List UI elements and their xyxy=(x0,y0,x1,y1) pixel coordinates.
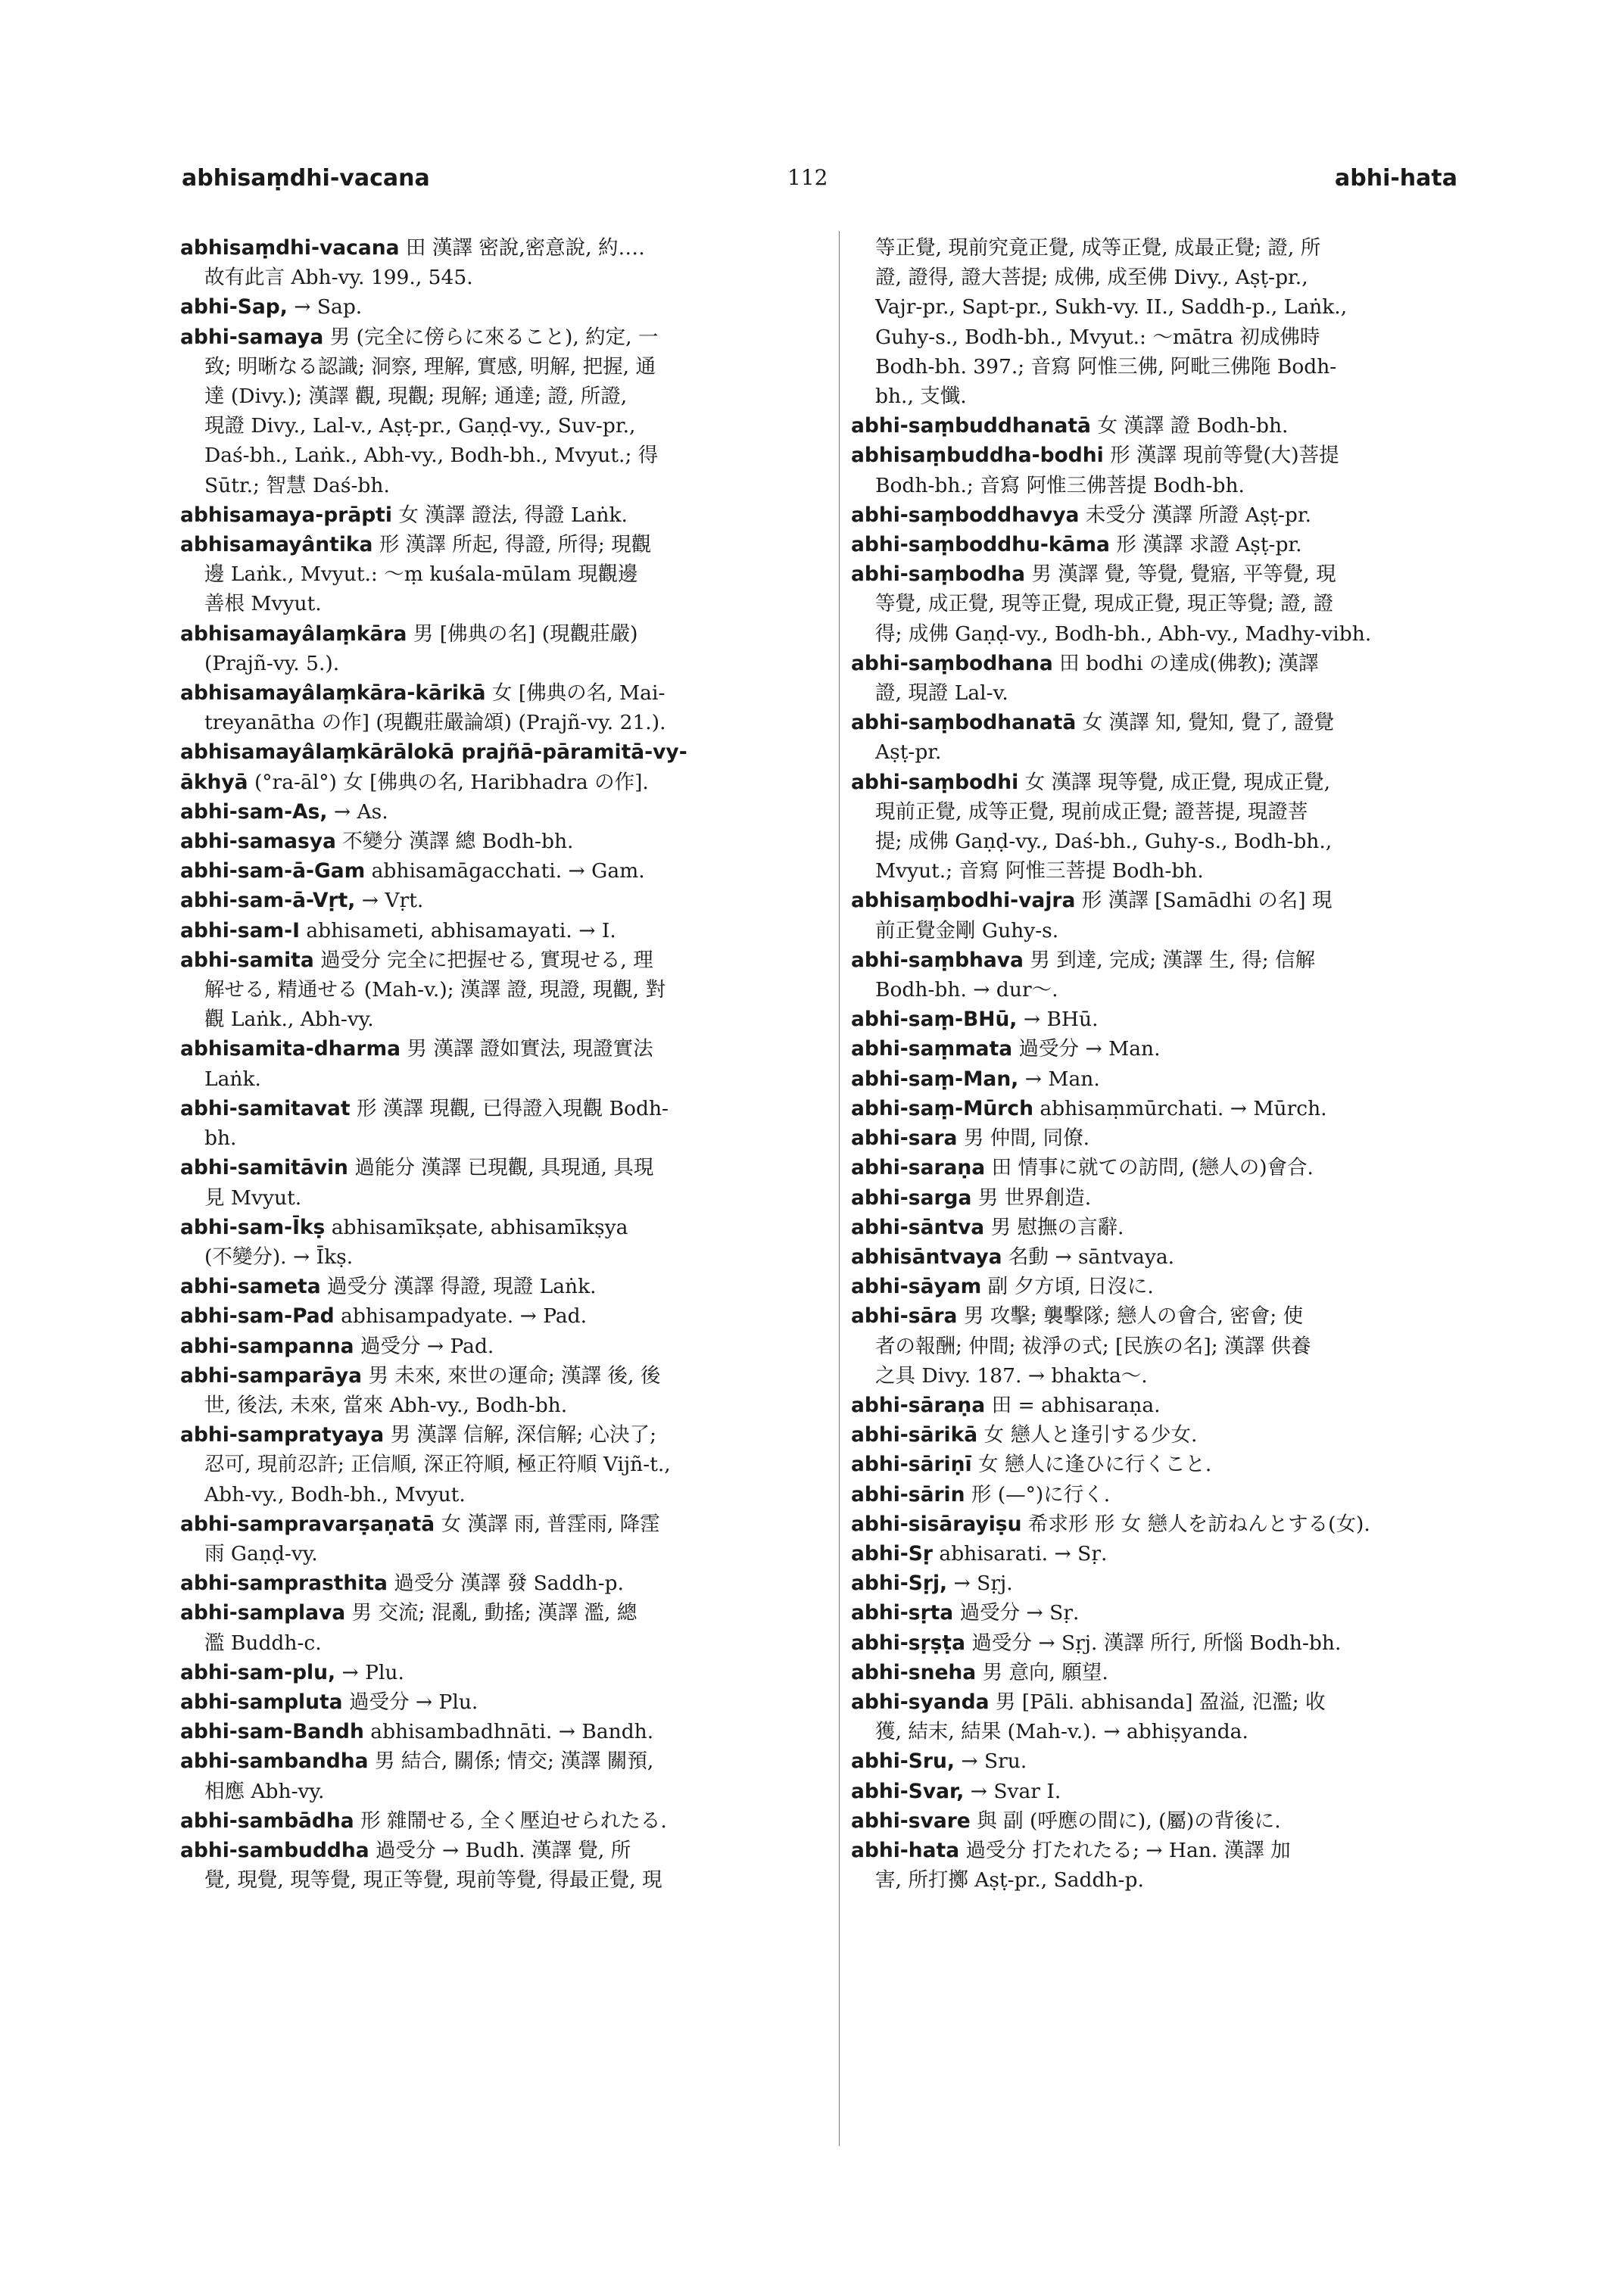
definition: 過受分 → Plu. xyxy=(342,1690,478,1714)
entry-line xyxy=(180,1094,828,1123)
entry-line xyxy=(851,530,1499,559)
entry-line xyxy=(851,1687,1499,1717)
definition: 女 漢譯 雨, 普霔雨, 降霔 xyxy=(435,1512,660,1536)
headword: abhi-sambandha xyxy=(180,1749,369,1774)
definition: 過受分 漢譯 發 Saddh-p. xyxy=(387,1572,624,1596)
entry-line xyxy=(851,1836,1499,1865)
headword: abhi-sam-Īkṣ xyxy=(180,1215,326,1239)
headword: abhi-samita xyxy=(180,948,314,972)
headword: abhi-saṃboddhavya xyxy=(851,503,1080,527)
entry-line xyxy=(180,1598,828,1628)
definition: 男 [Pāli. abhisanda] 盈溢, 氾濫; 收 xyxy=(989,1690,1326,1714)
entry-line xyxy=(180,1272,828,1301)
entry-line xyxy=(180,352,828,382)
headword: abhi-Sru, xyxy=(851,1749,955,1774)
entry-line xyxy=(180,1687,828,1717)
definition: 證, 證得, 證大菩提; 成佛, 成至佛 Divy., Aṣṭ-pr., xyxy=(875,266,1308,290)
headword: abhi-samaya xyxy=(180,325,324,349)
headword: abhisamita-dharma xyxy=(180,1037,401,1061)
definition: 致; 明晰なる認識; 洞察, 理解, 實感, 明解, 把握, 通 xyxy=(204,354,656,379)
entry-line xyxy=(180,1509,828,1539)
headword: abhi-sampanna xyxy=(180,1334,354,1358)
entry-line xyxy=(851,708,1499,737)
entry-line xyxy=(851,1153,1499,1182)
entry-line xyxy=(180,411,828,441)
entry-line xyxy=(851,1034,1499,1064)
definition: abhisarati. → Sṛ. xyxy=(932,1541,1108,1566)
definition: → Svar I. xyxy=(964,1779,1061,1803)
definition: 獲, 結末, 結果 (Mah-v.). → abhiṣyanda. xyxy=(875,1720,1248,1744)
definition: 雨 Gaṇḍ-vy. xyxy=(204,1541,318,1566)
headword: abhi-sāntva xyxy=(851,1215,985,1239)
entry-line xyxy=(851,559,1499,589)
entry-line xyxy=(851,649,1499,678)
entry-line xyxy=(180,441,828,470)
headword: abhi-Sap, xyxy=(180,295,288,319)
entry-line xyxy=(180,382,828,411)
headword: abhi-sārikā xyxy=(851,1423,978,1447)
headword: abhisaṃbuddha-bodhi xyxy=(851,444,1104,468)
entry-line xyxy=(851,1717,1499,1746)
definition: 等覺, 成正覺, 現等正覺, 現成正覺, 現正等覺; 證, 證 xyxy=(875,592,1334,616)
entry-line xyxy=(851,1242,1499,1272)
definition: 男 世界創造. xyxy=(971,1185,1092,1210)
entry-line xyxy=(180,1658,828,1687)
entry-line xyxy=(851,1213,1499,1242)
entry-line xyxy=(180,1301,828,1331)
headword: abhi-saṃbodhana xyxy=(851,651,1053,675)
entry-line xyxy=(180,1480,828,1509)
entry-line xyxy=(180,530,828,559)
definition: (°ra-āl°) 女 [佛典の名, Haribhadra の作]. xyxy=(248,770,649,794)
entry-line xyxy=(180,1123,828,1153)
definition: 覺, 現覺, 現等覺, 現正等覺, 現前等覺, 得最正覺, 現 xyxy=(204,1868,662,1893)
definition: abhisambadhnāti. → Bandh. xyxy=(363,1720,654,1744)
definition: → Sap. xyxy=(287,295,363,319)
definition: 田 = abhisaraṇa. xyxy=(985,1393,1161,1417)
headword: abhi-Svar, xyxy=(851,1779,965,1803)
entry-line xyxy=(180,1569,828,1598)
headword: abhi-saṃbuddhanatā xyxy=(851,414,1091,438)
entry-line xyxy=(180,1420,828,1450)
entry-line xyxy=(851,916,1499,946)
definition: → BHū. xyxy=(1017,1008,1099,1032)
entry-line xyxy=(180,708,828,737)
definition: 過受分 → Budh. 漢譯 覺, 所 xyxy=(369,1838,631,1862)
entry-line xyxy=(180,678,828,708)
definition: 提; 成佛 Gaṇḍ-vy., Daś-bh., Guhy-s., Bodh-bh., xyxy=(875,830,1333,854)
entry-line xyxy=(851,233,1499,263)
definition: 善根 Mvyut. xyxy=(204,592,322,616)
definition: 形 漢譯 求證 Aṣṭ-pr. xyxy=(1109,533,1302,557)
entry-line xyxy=(851,411,1499,441)
entry-line xyxy=(851,1361,1499,1391)
entry-line xyxy=(851,500,1499,530)
definition: 解せる, 精通せる (Mah-v.); 漢譯 證, 現證, 現觀, 對 xyxy=(204,978,665,1002)
headword: abhisamayâlaṃkārālokā prajñā-pāramitā-vy- xyxy=(180,740,687,765)
headword: abhisamayântika xyxy=(180,533,373,557)
headword: abhi-saṃbhava xyxy=(851,948,1024,972)
definition: 濫 Buddh-c. xyxy=(204,1631,322,1655)
entry-line xyxy=(851,827,1499,856)
entry-line xyxy=(851,737,1499,767)
running-head-left: abhisaṃdhi-vacana xyxy=(182,165,430,192)
entry-line xyxy=(851,856,1499,886)
definition: abhisameti, abhisamayati. → I. xyxy=(299,918,616,942)
entry-line xyxy=(851,1094,1499,1123)
entry-line xyxy=(180,737,828,767)
headword: abhi-sambādha xyxy=(180,1809,354,1833)
headword: abhi-saṃbodhi xyxy=(851,770,1019,794)
entry-line xyxy=(180,1539,828,1569)
entry-line xyxy=(180,263,828,292)
definition: treyanātha の作] (現觀莊嚴論頌) (Prajñ-vy. 21.). xyxy=(204,711,666,735)
definition: bh., 支懺. xyxy=(875,385,967,409)
entry-line xyxy=(851,1865,1499,1895)
definition: 形 雜鬧せる, 全く壓迫せられたる. xyxy=(354,1809,667,1833)
definition: 形 漢譯 現前等覺(大)菩提 xyxy=(1103,444,1339,468)
entry-line xyxy=(180,322,828,352)
definition: 男 漢譯 覺, 等覺, 覺寤, 平等覺, 現 xyxy=(1024,562,1336,587)
entry-line xyxy=(180,797,828,827)
headword: abhi-sāra xyxy=(851,1304,958,1329)
entry-line xyxy=(851,1480,1499,1509)
definition: 男 交流; 混亂, 動搖; 漢譯 濫, 總 xyxy=(345,1601,637,1625)
entry-line xyxy=(851,1420,1499,1450)
entry-line xyxy=(851,292,1499,322)
definition: 過受分 → Sṛ. xyxy=(953,1601,1080,1625)
headword: abhi-saṃbodha xyxy=(851,562,1025,587)
entry-line xyxy=(851,1301,1499,1331)
entry-line xyxy=(180,856,828,886)
definition: 忍可, 現前忍許; 正信順, 深正符順, 極正符順 Vijñ-t., xyxy=(204,1453,671,1477)
headword: abhi-saṃ-Mūrch xyxy=(851,1096,1033,1120)
definition: Bodh-bh.; 音寫 阿惟三佛菩提 Bodh-bh. xyxy=(875,473,1245,497)
definition: 形 漢譯 所起, 得證, 所得; 現觀 xyxy=(372,533,652,557)
entry-line xyxy=(851,263,1499,292)
column-divider xyxy=(839,231,840,2146)
definition: abhisamāgacchati. → Gam. xyxy=(365,859,645,883)
definition: abhisamīkṣate, abhisamīkṣya xyxy=(325,1215,628,1239)
entry-line xyxy=(180,1806,828,1836)
entry-line xyxy=(851,1064,1499,1094)
entry-line xyxy=(180,827,828,856)
definition: 女 戀人に逢ひに行くこと. xyxy=(971,1453,1212,1477)
definition: → Sṛj. xyxy=(947,1572,1013,1596)
headword: abhi-sam-ā-Vṛt, xyxy=(180,889,356,913)
definition: bh. xyxy=(204,1126,237,1151)
definition: 女 漢譯 現等覺, 成正覺, 現成正覺, xyxy=(1018,770,1331,794)
definition: 女 漢譯 證法, 得證 Laṅk. xyxy=(391,503,628,527)
headword: abhi-sāraṇa xyxy=(851,1393,986,1417)
headword: abhi-sameta xyxy=(180,1275,321,1299)
headword: abhi-saṃmata xyxy=(851,1037,1013,1061)
headword: abhi-samasya xyxy=(180,830,336,854)
definition: Daś-bh., Laṅk., Abh-vy., Bodh-bh., Mvyut.; 得 xyxy=(204,444,659,468)
headword: abhi-sam-Pad xyxy=(180,1304,335,1329)
entry-line xyxy=(851,1806,1499,1836)
headword: abhi-sampluta xyxy=(180,1690,343,1714)
entry-line xyxy=(851,1746,1499,1776)
headword: abhi-saṃbodhanatā xyxy=(851,711,1077,735)
definition: 等正覺, 現前究竟正覺, 成等正覺, 成最正覺; 證, 所 xyxy=(875,236,1321,260)
definition: Guhy-s., Bodh-bh., Mvyut.: 〜mātra 初成佛時 xyxy=(875,325,1320,349)
definition: 相應 Abh-vy. xyxy=(204,1779,325,1803)
definition: 害, 所打擲 Aṣṭ-pr., Saddh-p. xyxy=(875,1868,1144,1893)
definition: 達 (Divy.); 漢譯 觀, 現觀; 現解; 通達; 證, 所證, xyxy=(204,385,628,409)
definition: 男 攻擊; 襲擊隊; 戀人の會合, 密會; 使 xyxy=(957,1304,1304,1329)
entry-line xyxy=(851,1391,1499,1420)
definition: 者の報酬; 仲間; 祓淨の式; [民族の名]; 漢譯 供養 xyxy=(875,1334,1311,1358)
entry-line xyxy=(851,1183,1499,1213)
entry-line xyxy=(851,441,1499,470)
definition: Mvyut.; 音寫 阿惟三菩提 Bodh-bh. xyxy=(875,859,1204,883)
definition: 過受分 完全に把握せる, 實現せる, 理 xyxy=(313,948,653,972)
entry-line xyxy=(851,886,1499,915)
definition: 希求形 形 女 戀人を訪ねんとする(女). xyxy=(1021,1512,1370,1536)
definition: 男 [佛典の名] (現觀莊嚴) xyxy=(407,622,638,646)
definition: 過受分 → Pad. xyxy=(354,1334,494,1358)
entry-line xyxy=(851,1272,1499,1301)
page-number: 112 xyxy=(787,165,828,190)
headword: abhi-sampratyaya xyxy=(180,1423,385,1447)
headword: abhisaṃbodhi-vajra xyxy=(851,889,1076,913)
definition: 過受分 打たれたる; → Han. 漢譯 加 xyxy=(959,1838,1291,1862)
definition: 田 情事に就ての訪問, (戀人の)會合. xyxy=(985,1156,1314,1180)
definition: (Prajñ-vy. 5.). xyxy=(204,651,340,675)
headword: abhi-sam-Bandh xyxy=(180,1720,364,1744)
entry-line xyxy=(180,1717,828,1746)
entry-line xyxy=(851,797,1499,827)
headword: abhi-sam-As, xyxy=(180,799,328,824)
entry-line xyxy=(180,1005,828,1034)
definition: 見 Mvyut. xyxy=(204,1185,302,1210)
entry-line xyxy=(851,1123,1499,1153)
entry-line xyxy=(180,649,828,678)
definition: 不變分 漢譯 總 Bodh-bh. xyxy=(335,830,574,854)
headword: abhi-sarga xyxy=(851,1185,972,1210)
entry-line xyxy=(851,1598,1499,1628)
entry-line xyxy=(851,768,1499,797)
headword: abhi-Sṛ xyxy=(851,1541,933,1566)
definition: 女 [佛典の名, Mai- xyxy=(485,681,665,706)
headword: abhi-sisārayiṣu xyxy=(851,1512,1022,1536)
definition: 形 (—°)に行く. xyxy=(965,1482,1111,1506)
definition: 前正覺金剛 Guhy-s. xyxy=(875,918,1059,942)
headword: abhi-syanda xyxy=(851,1690,990,1714)
headword: abhi-saṃ-Man, xyxy=(851,1067,1019,1091)
entry-line xyxy=(851,1777,1499,1806)
entry-line xyxy=(851,322,1499,352)
definition: 世, 後法, 未來, 當來 Abh-vy., Bodh-bh. xyxy=(204,1393,568,1417)
entry-line xyxy=(180,1034,828,1064)
headword: abhi-Sṛj, xyxy=(851,1572,948,1596)
entry-line xyxy=(851,382,1499,411)
definition: 過受分 → Sṛj. 漢譯 所行, 所惱 Bodh-bh. xyxy=(965,1631,1342,1655)
entry-line xyxy=(180,1153,828,1182)
definition: 男 慰撫の言辭. xyxy=(984,1215,1124,1239)
entry-line xyxy=(180,916,828,946)
definition: 副 夕方頃, 日沒に. xyxy=(981,1275,1154,1299)
headword: abhi-sṛṣṭa xyxy=(851,1631,965,1655)
entry-line xyxy=(851,678,1499,708)
definition: 男 結合, 關係; 情交; 漢譯 關預, xyxy=(368,1749,654,1774)
definition: 過受分 漢譯 得證, 現證 Laṅk. xyxy=(320,1275,597,1299)
definition: 男 未來, 來世の運命; 漢譯 後, 後 xyxy=(362,1363,661,1388)
entry-line xyxy=(851,1005,1499,1034)
entry-line xyxy=(180,946,828,975)
definition: Aṣṭ-pr. xyxy=(875,740,942,765)
entry-line xyxy=(851,1509,1499,1539)
headword: abhisāntvaya xyxy=(851,1245,1002,1269)
headword: abhi-sārin xyxy=(851,1482,965,1506)
definition: 現前正覺, 成等正覺, 現前成正覺; 證菩提, 現證菩 xyxy=(875,799,1308,824)
entry-line xyxy=(851,619,1499,649)
entry-line xyxy=(180,1213,828,1242)
headword: abhi-samplava xyxy=(180,1601,346,1625)
definition: 男 到達, 完成; 漢譯 生, 得; 信解 xyxy=(1023,948,1316,972)
entry-line xyxy=(180,292,828,322)
entry-line xyxy=(180,886,828,915)
headword: abhi-svare xyxy=(851,1809,971,1833)
entry-line xyxy=(180,500,828,530)
headword: abhi-sṛta xyxy=(851,1601,954,1625)
definition: 女 漢譯 知, 覺知, 覺了, 證覺 xyxy=(1076,711,1335,735)
entry-line xyxy=(851,946,1499,975)
headword: ākhyā xyxy=(180,770,248,794)
entry-line xyxy=(180,1361,828,1391)
definition: 與 副 (呼應の間に), (屬)の背後に. xyxy=(970,1809,1281,1833)
headword: abhi-sneha xyxy=(851,1660,977,1684)
headword: abhisamayâlaṃkāra-kārikā xyxy=(180,681,486,706)
entry-line xyxy=(851,589,1499,618)
headword: abhi-sāriṇī xyxy=(851,1453,972,1477)
headword: abhi-sara xyxy=(851,1126,958,1151)
entry-line xyxy=(851,471,1499,500)
definition: 過受分 → Man. xyxy=(1012,1037,1161,1061)
definition: 觀 Laṅk., Abh-vy. xyxy=(204,1008,374,1032)
entry-line xyxy=(180,1450,828,1479)
definition: → Plu. xyxy=(335,1660,404,1684)
headword: abhi-saraṇa xyxy=(851,1156,986,1180)
definition: 田 漢譯 密說,密意說, 約‥‥ xyxy=(399,236,645,260)
entry-line xyxy=(180,1865,828,1895)
headword: abhi-sampravarṣaṇatā xyxy=(180,1512,435,1536)
entry-line xyxy=(851,1569,1499,1598)
entry-line xyxy=(851,352,1499,382)
definition: 田 bodhi の達成(佛教); 漢譯 xyxy=(1052,651,1319,675)
headword: abhi-sam-I xyxy=(180,918,300,942)
definition: 得; 成佛 Gaṇḍ-vy., Bodh-bh., Abh-vy., Madhy-vibh. xyxy=(875,622,1372,646)
headword: abhi-sambuddha xyxy=(180,1838,369,1862)
definition: → Sru. xyxy=(954,1749,1027,1774)
headword: abhi-sāyam xyxy=(851,1275,982,1299)
entry-line xyxy=(180,1242,828,1272)
entry-line xyxy=(180,1628,828,1658)
headword: abhi-saṃ-BHū, xyxy=(851,1008,1018,1032)
headword: abhisaṃdhi-vacana xyxy=(180,236,400,260)
entry-line xyxy=(180,768,828,797)
headword: abhi-sam-plu, xyxy=(180,1660,336,1684)
headword: abhisamayâlaṃkāra xyxy=(180,622,407,646)
definition: 之具 Divy. 187. → bhakta〜. xyxy=(875,1363,1148,1388)
definition: 邊 Laṅk., Mvyut.: 〜ṃ kuśala-mūlam 現觀邊 xyxy=(204,562,638,587)
definition: 形 漢譯 [Samādhi の名] 現 xyxy=(1075,889,1333,913)
definition: 過能分 漢譯 已現觀, 具現通, 具現 xyxy=(348,1156,654,1180)
definition: Abh-vy., Bodh-bh., Mvyut. xyxy=(204,1482,466,1506)
left-column xyxy=(180,233,828,1895)
definition: 名動 → sāntvaya. xyxy=(1002,1245,1175,1269)
definition: 女 漢譯 證 Bodh-bh. xyxy=(1090,414,1289,438)
entry-line xyxy=(180,1746,828,1776)
headword: abhi-saṃboddhu-kāma xyxy=(851,533,1110,557)
entry-line xyxy=(180,559,828,589)
headword: abhisamaya-prāpti xyxy=(180,503,392,527)
entry-line xyxy=(180,1183,828,1213)
entry-line xyxy=(851,1450,1499,1479)
definition: 女 戀人と逢引する少女. xyxy=(977,1423,1198,1447)
definition: → Man. xyxy=(1018,1067,1100,1091)
definition: (不變分). → Īkṣ. xyxy=(204,1245,354,1269)
entry-line xyxy=(180,1332,828,1361)
headword: abhi-samitāvin xyxy=(180,1156,348,1180)
entry-line xyxy=(180,589,828,618)
definition: 故有此言 Abh-vy. 199., 545. xyxy=(204,266,473,290)
entry-line xyxy=(180,1836,828,1865)
definition: 形 漢譯 現觀, 已得證入現觀 Bodh- xyxy=(350,1096,669,1120)
definition: Bodh-bh. 397.; 音寫 阿惟三佛, 阿毗三佛陁 Bodh- xyxy=(875,354,1337,379)
definition: Sūtr.; 智慧 Daś-bh. xyxy=(204,473,390,497)
definition: 男 漢譯 證如實法, 現證實法 xyxy=(400,1037,653,1061)
entry-line xyxy=(180,471,828,500)
right-column xyxy=(851,233,1499,1895)
entry-line xyxy=(851,1539,1499,1569)
headword: abhi-hata xyxy=(851,1838,960,1862)
entry-line xyxy=(180,233,828,263)
definition: 男 漢譯 信解, 深信解; 心決了; xyxy=(384,1423,657,1447)
definition: 男 意向, 願望. xyxy=(976,1660,1108,1684)
definition: Bodh-bh. → dur〜. xyxy=(875,978,1058,1002)
headword: abhi-samitavat xyxy=(180,1096,351,1120)
definition: Laṅk. xyxy=(204,1067,261,1091)
definition: 未受分 漢譯 所證 Aṣṭ-pr. xyxy=(1079,503,1312,527)
definition: 男 (完全に傍らに來ること), 約定, 一 xyxy=(323,325,659,349)
entry-line xyxy=(180,619,828,649)
headword: abhi-sam-ā-Gam xyxy=(180,859,366,883)
headword: abhi-samparāya xyxy=(180,1363,363,1388)
definition: 現證 Divy., Lal-v., Aṣṭ-pr., Gaṇḍ-vy., Suv-pr., xyxy=(204,414,636,438)
entry-line xyxy=(180,1064,828,1094)
headword: abhi-samprasthita xyxy=(180,1572,388,1596)
entry-line xyxy=(851,1658,1499,1687)
definition: → Vṛt. xyxy=(355,889,424,913)
definition: → As. xyxy=(327,799,388,824)
definition: 男 仲間, 同僚. xyxy=(957,1126,1090,1151)
entry-line xyxy=(851,1332,1499,1361)
entry-line xyxy=(851,975,1499,1005)
entry-line xyxy=(180,1777,828,1806)
entry-line xyxy=(180,1391,828,1420)
running-head-right: abhi-hata xyxy=(1335,165,1457,192)
definition: abhisaṃmūrchati. → Mūrch. xyxy=(1033,1096,1327,1120)
definition: 證, 現證 Lal-v. xyxy=(875,681,1008,706)
entry-line xyxy=(851,1628,1499,1658)
definition: abhisampadyate. → Pad. xyxy=(334,1304,588,1329)
entry-line xyxy=(180,975,828,1005)
definition: Vajr-pr., Sapt-pr., Sukh-vy. II., Saddh-p., Laṅk., xyxy=(875,295,1348,319)
